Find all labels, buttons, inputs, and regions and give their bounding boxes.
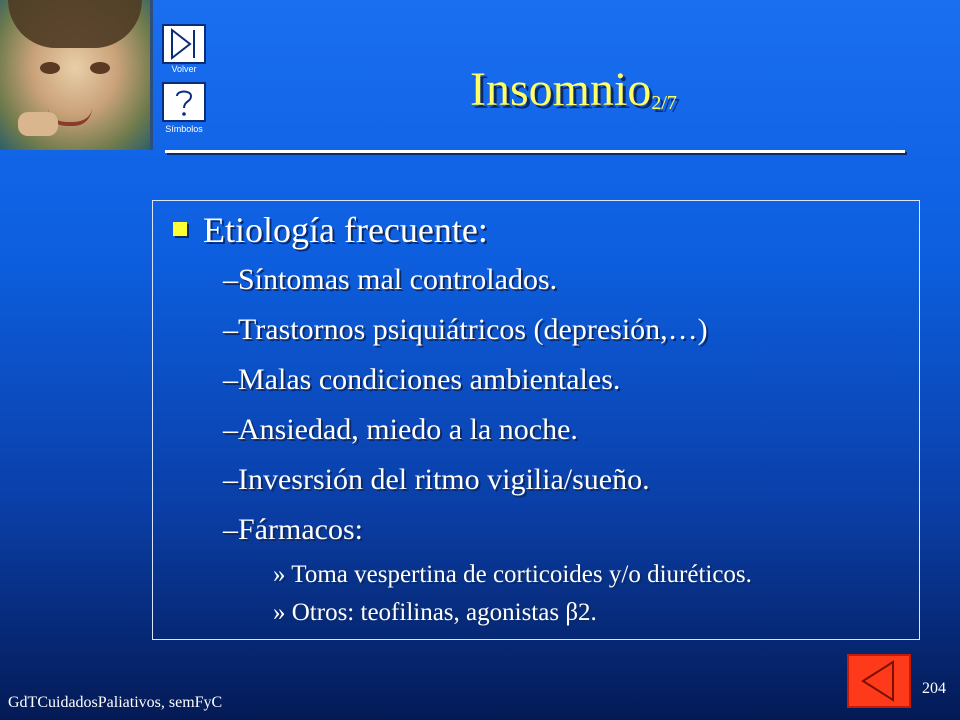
back-button[interactable] [162,24,206,64]
list-item: –Malas condiciones ambientales. [223,363,621,396]
title-underline [165,150,905,153]
sub-list-item: » Toma vespertina de corticoides y/o diuréticos. [273,561,752,588]
question-icon [164,84,204,120]
triangle-left-icon [849,656,909,706]
list-item: –Invesrsión del ritmo vigilia/sueño. [223,463,650,496]
footer-credit: GdTCuidadosPaliativos, semFyC [8,694,223,711]
play-end-icon [164,26,204,62]
portrait-image [0,0,153,150]
square-bullet-icon [173,222,187,236]
heading-bullet [173,209,488,251]
heading-text: Etiología frecuente: [203,210,488,250]
sub-list-item: » Otros: teofilinas, agonistas β2. [273,599,597,626]
list-item: –Fármacos: [223,513,363,546]
back-label: Volver [171,64,197,74]
title-text: Insomnio [470,63,652,116]
return-button[interactable] [847,654,911,708]
symbols-label: Símbolos [165,124,203,134]
symbols-button[interactable] [162,82,206,122]
list-item: –Síntomas mal controlados. [223,263,558,296]
title-subscript: 2/7 [651,92,677,114]
content-box [152,200,920,640]
list-item: –Trastornos psiquiátricos (depresión,…) [223,313,708,346]
page-title [470,62,770,117]
list-item: –Ansiedad, miedo a la noche. [223,413,578,446]
page-number: 204 [922,680,946,697]
